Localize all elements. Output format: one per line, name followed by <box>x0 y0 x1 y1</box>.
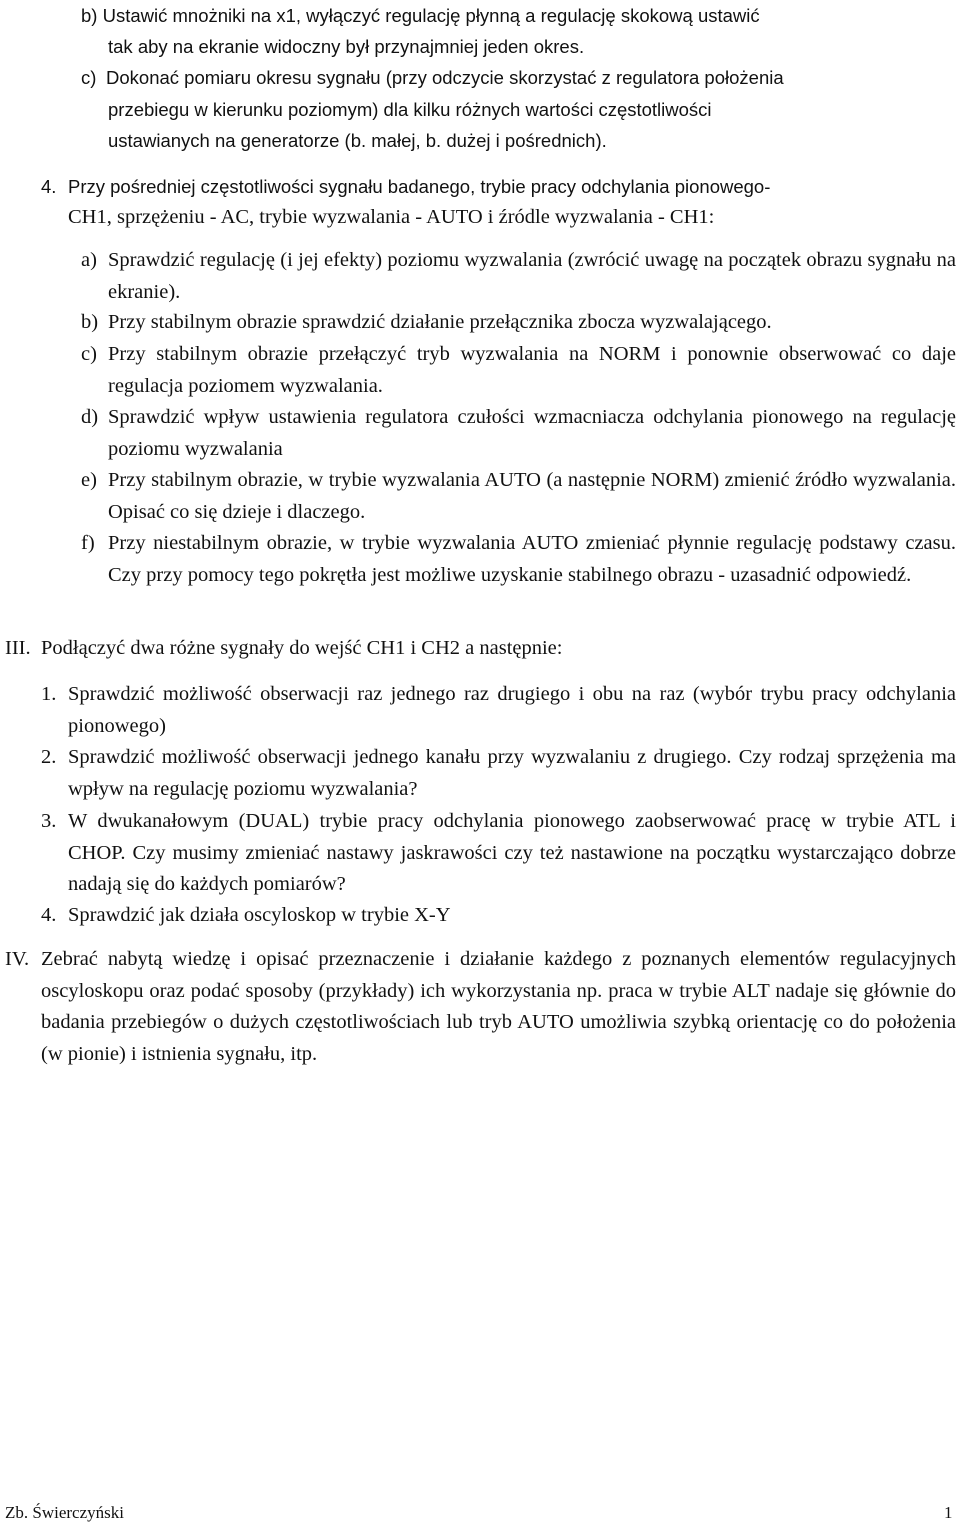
item-4f-label: f) <box>81 532 95 554</box>
section-4-label: IV. <box>5 948 30 970</box>
item-4-label: 4. <box>41 176 57 197</box>
section-3-item-2-label: 2. <box>41 746 57 768</box>
item-3b-line-2: tak aby na ekranie widoczny był przynajmniej jeden okres. <box>108 36 585 57</box>
section-4-text: Zebrać nabytą wiedzę i opisać przeznaczenie i działanie każdego z poznanych elementów regulacyjnych oscyloskopu oraz podać sposoby (przykłady) ich wykorzystania np. praca w trybie ALT nadaje się głównie do badania przebiegów o dużych częstotliwościach lub tryb AUTO umożliwia szybką orientację co do położenia (w pionie) i istnienia sygnału, itp. <box>41 948 956 1065</box>
item-4c-text: Przy stabilnym obrazie przełączyć tryb wyzwalania na NORM i ponownie obserwować co daje regulacja poziomem wyzwalania. <box>108 343 956 397</box>
section-3-item-1-label: 1. <box>41 683 57 705</box>
item-4f-text: Przy niestabilnym obrazie, w trybie wyzwalania AUTO zmieniać płynnie regulację podstawy czasu. Czy przy pomocy tego pokrętła jest możliwe uzyskanie stabilnego obrazu - uzasadnić odpowiedź. <box>108 532 956 586</box>
item-4-line-2: CH1, sprzężeniu - AC, trybie wyzwalania - AUTO i źródle wyzwalania - CH1: <box>68 206 715 228</box>
item-4-line-1: Przy pośredniej częstotliwości sygnału badanego, trybie pracy odchylania pionowego- <box>68 176 771 197</box>
item-4d-label: d) <box>81 406 99 428</box>
section-3-item-4-label: 4. <box>41 904 57 926</box>
item-4a-label: a) <box>81 249 97 271</box>
footer-author: Zb. Świerczyński <box>5 1503 124 1522</box>
item-4c-label: c) <box>81 343 97 365</box>
section-3-label: III. <box>5 637 31 659</box>
section-3-item-3-text: W dwukanałowym (DUAL) trybie pracy odchylania pionowego zaobserwować pracę w trybie ATL i CHOP. Czy musimy zmieniać nastawy jaskrawości czy też nastawione na początku wystarczająco dobrze nadają się do każdych pomiarów? <box>68 810 956 895</box>
item-4e-label: e) <box>81 469 97 491</box>
item-3c-label: c) <box>81 67 97 88</box>
item-3c-line-3: ustawianych na generatorze (b. małej, b. dużej i pośrednich). <box>108 130 607 151</box>
page-number: 1 <box>944 1503 953 1522</box>
section-3-item-4-text: Sprawdzić jak działa oscyloskop w trybie X-Y <box>68 904 451 926</box>
item-4b-text: Przy stabilnym obrazie sprawdzić działanie przełącznika zbocza wyzwalającego. <box>108 311 772 333</box>
section-3-item-2-text: Sprawdzić możliwość obserwacji jednego kanału przy wyzwalaniu z drugiego. Czy rodzaj sprzężenia ma wpływ na regulację poziomu wyzwalania? <box>68 746 956 800</box>
section-3-heading: Podłączyć dwa różne sygnały do wejść CH1 i CH2 a następnie: <box>41 637 563 659</box>
item-4a-text: Sprawdzić regulację (i jej efekty) poziomu wyzwalania (zwrócić uwagę na początek obrazu sygnału na ekranie). <box>108 249 956 303</box>
section-3-item-1-text: Sprawdzić możliwość obserwacji raz jednego raz drugiego i obu na raz (wybór trybu pracy odchylania pionowego) <box>68 683 956 737</box>
section-3-item-3-label: 3. <box>41 810 57 832</box>
item-4b-label: b) <box>81 311 99 333</box>
item-3b-line-1: b) Ustawić mnożniki na x1, wyłączyć regulację płynną a regulację skokową ustawić <box>81 5 760 26</box>
item-3c-line-2: przebiegu w kierunku poziomym) dla kilku różnych wartości częstotliwości <box>108 99 712 120</box>
item-3c-line-1: Dokonać pomiaru okresu sygnału (przy odczycie skorzystać z regulatora położenia <box>106 67 784 88</box>
item-4e-text: Przy stabilnym obrazie, w trybie wyzwalania AUTO (a następnie NORM) zmienić źródło wyzwalania. Opisać co się dzieje i dlaczego. <box>108 469 956 523</box>
item-4d-text: Sprawdzić wpływ ustawienia regulatora czułości wzmacniacza odchylania pionowego na regulację poziomu wyzwalania <box>108 406 956 460</box>
